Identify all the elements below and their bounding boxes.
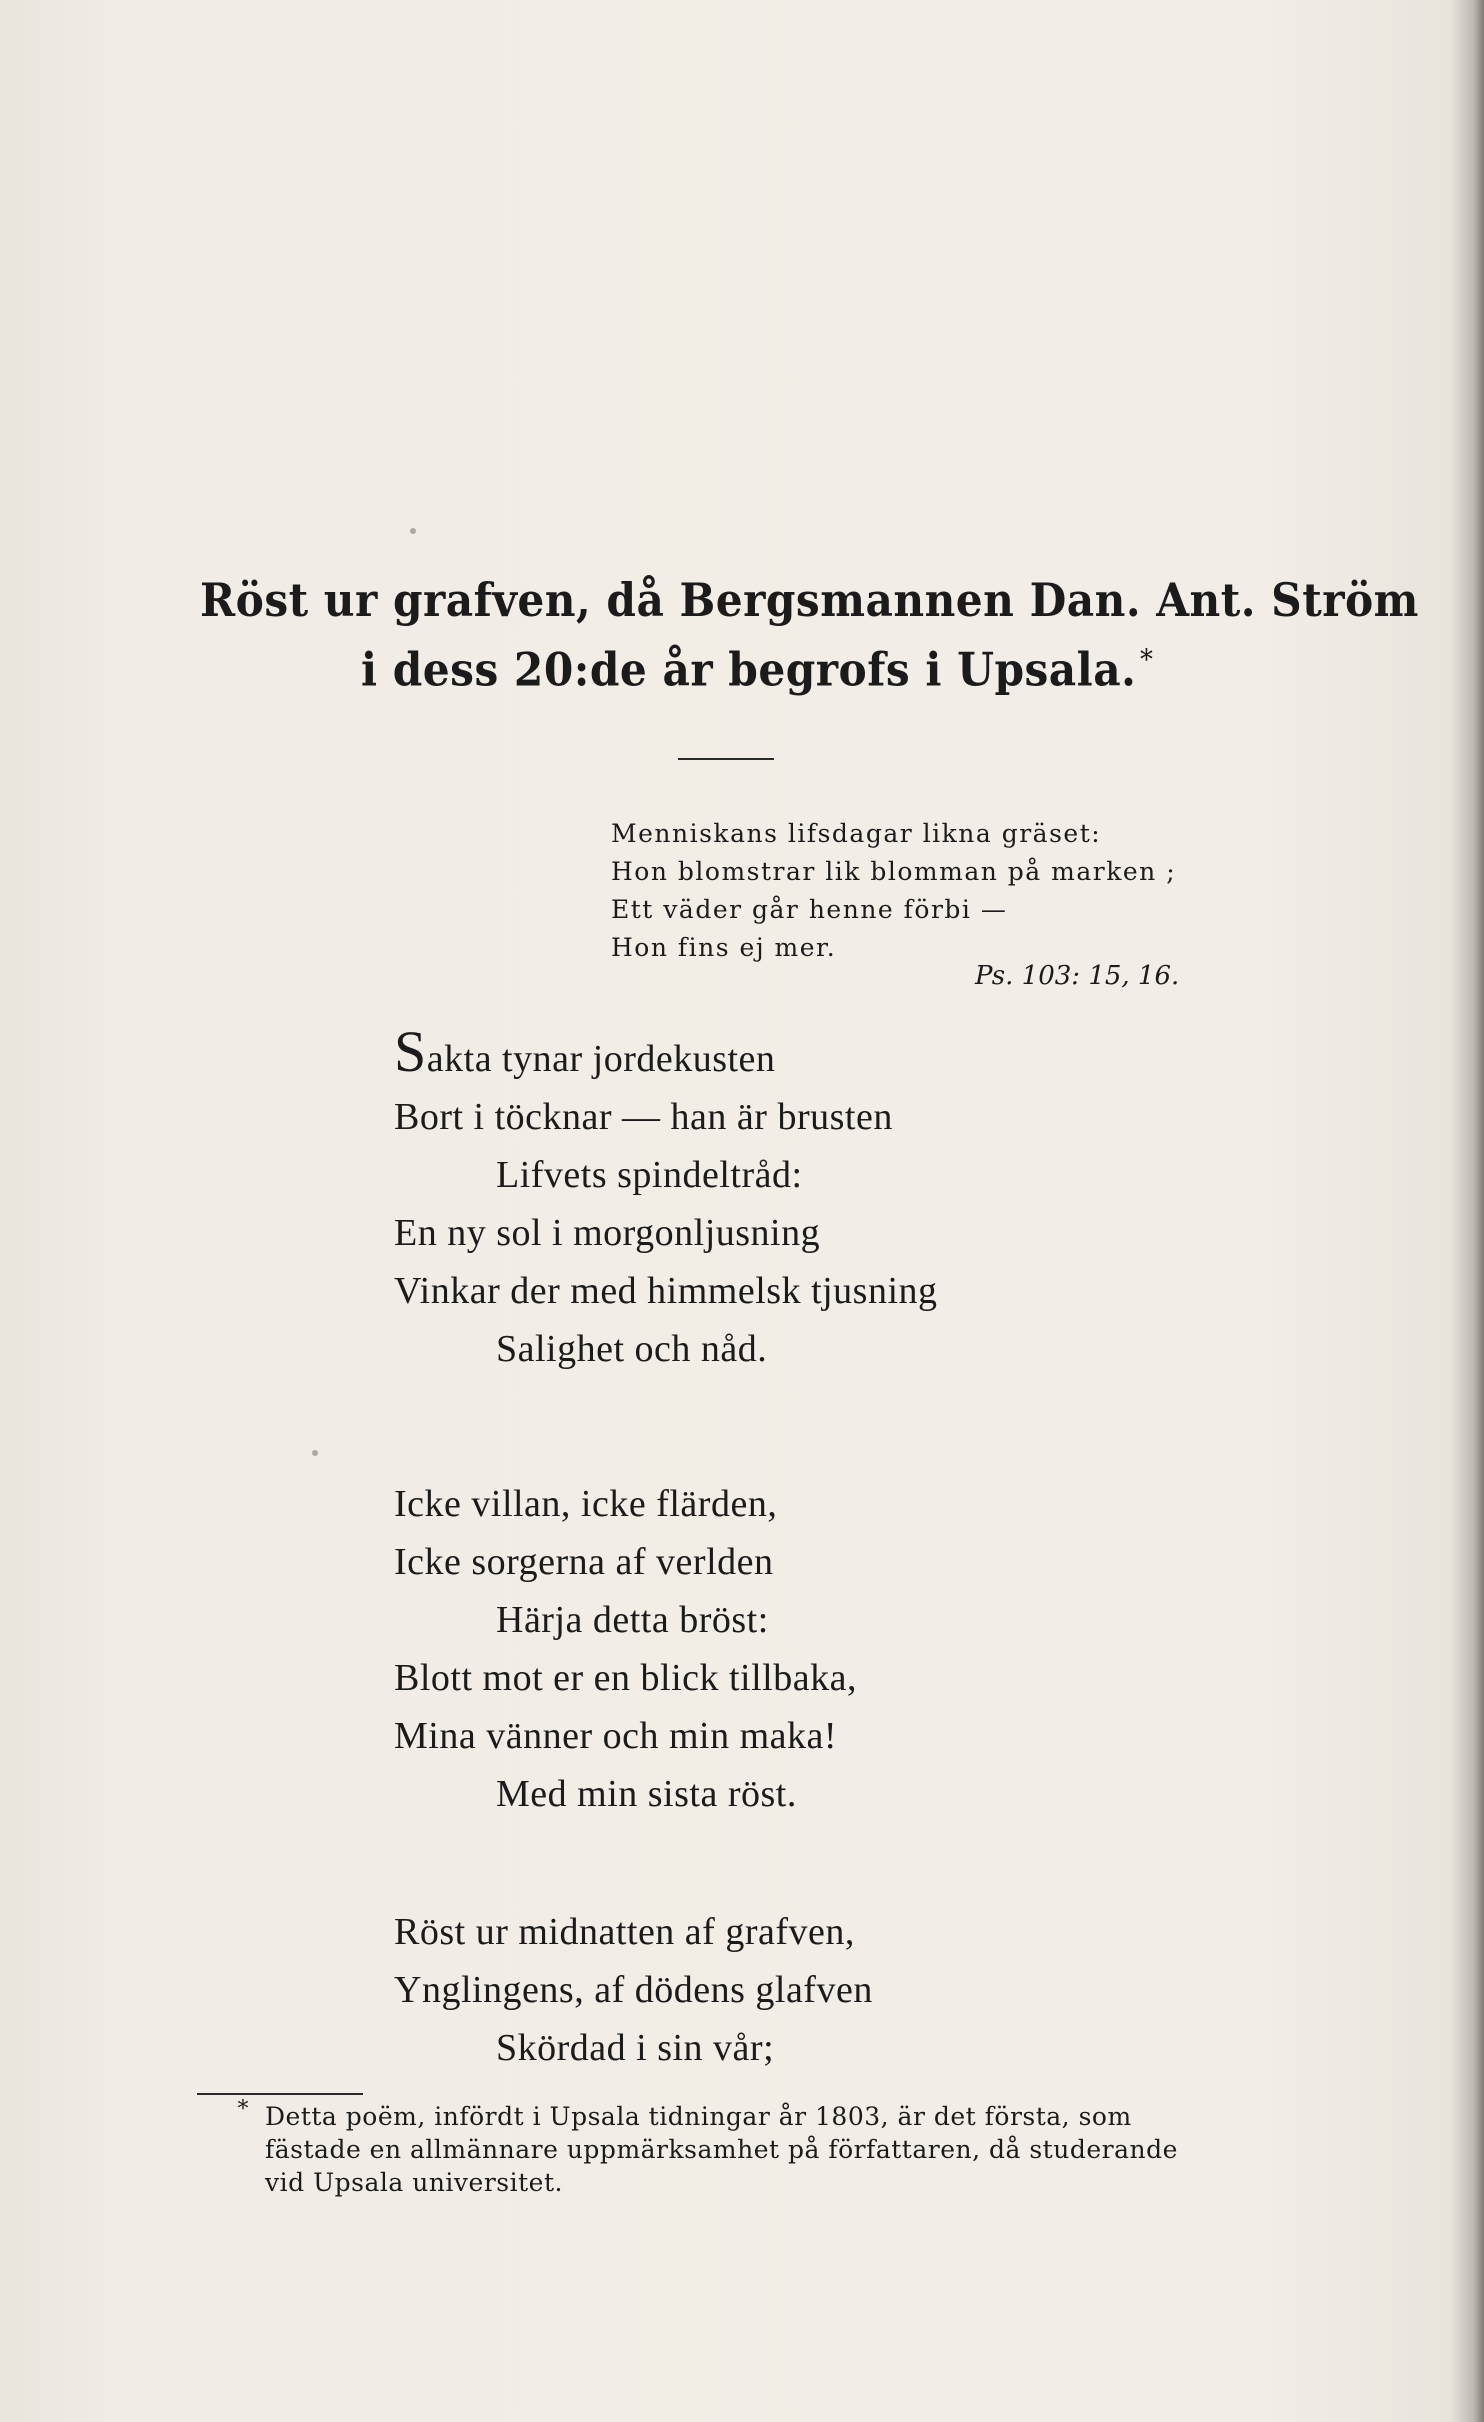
print-speck <box>410 528 416 534</box>
verse-line: Skördad i sin vår; <box>496 2027 775 2069</box>
epigraph-reference: Ps. 103: 15, 16. <box>975 961 1180 991</box>
verse-line: En ny sol i morgonljusning <box>394 1212 821 1254</box>
poem-title-line-2: i dess 20:de år begrofs i Upsala. <box>361 642 1137 697</box>
page-edge-shadow <box>1450 0 1484 2422</box>
verse-line: Härja detta bröst: <box>496 1599 769 1641</box>
epigraph <box>611 815 1311 967</box>
epigraph-line: Ett väder går henne förbi — <box>611 895 1008 924</box>
footnote-divider <box>197 2093 363 2095</box>
drop-cap: S <box>394 1019 427 1084</box>
footnote <box>237 2096 1295 2199</box>
verse-line: Bort i töcknar — han är brusten <box>394 1096 893 1138</box>
verse-line: Mina vänner och min maka! <box>394 1715 838 1757</box>
verse-line: Vinkar der med himmelsk tjusning <box>394 1270 938 1312</box>
footnote-line: fästade en allmännare uppmärksamhet på författaren, då studerande <box>265 2135 1178 2164</box>
verse-line: Ynglingens, af dödens glafven <box>394 1969 873 2011</box>
epigraph-line: Hon fins ej mer. <box>611 933 837 962</box>
verse-line: Röst ur midnatten af grafven, <box>394 1911 855 1953</box>
poem-title <box>200 570 1419 699</box>
epigraph-line: Hon blomstrar lik blomman på marken ; <box>611 857 1177 886</box>
verse-line: Blott mot er en blick tillbaka, <box>394 1657 857 1699</box>
verse-line: Lifvets spindeltråd: <box>496 1154 803 1196</box>
stanza-3 <box>394 1903 1194 2077</box>
verse-line-text: akta tynar jordekusten <box>426 1038 776 1080</box>
verse-line: Icke villan, icke flärden, <box>394 1483 778 1525</box>
verse-line <box>394 1019 1194 1088</box>
verse-line: Salighet och nåd. <box>496 1328 768 1370</box>
poem-title-line-2-wrap <box>200 630 1184 699</box>
verse-line: Icke sorgerna af verlden <box>394 1541 774 1583</box>
print-speck <box>312 1450 318 1456</box>
footnote-line-text: Detta poëm, infördt i Upsala tidningar år 1803, är det första, som <box>265 2102 1132 2131</box>
epigraph-line: Menniskans lifsdagar likna gräset: <box>611 819 1102 848</box>
stanza-1 <box>394 1019 1194 1378</box>
stanza-2 <box>394 1475 1194 1823</box>
footnote-line: * Detta poëm, infördt i Upsala tidningar år 1803, är det första, som <box>237 2096 1132 2131</box>
poem-title-line-1: Röst ur grafven, då Bergsmannen Dan. Ant. Ström <box>200 573 1419 627</box>
title-divider <box>678 758 774 760</box>
title-footnote-marker: * <box>1139 643 1154 676</box>
footnote-line: vid Upsala universitet. <box>265 2168 563 2197</box>
verse-line: Med min sista röst. <box>496 1773 797 1815</box>
